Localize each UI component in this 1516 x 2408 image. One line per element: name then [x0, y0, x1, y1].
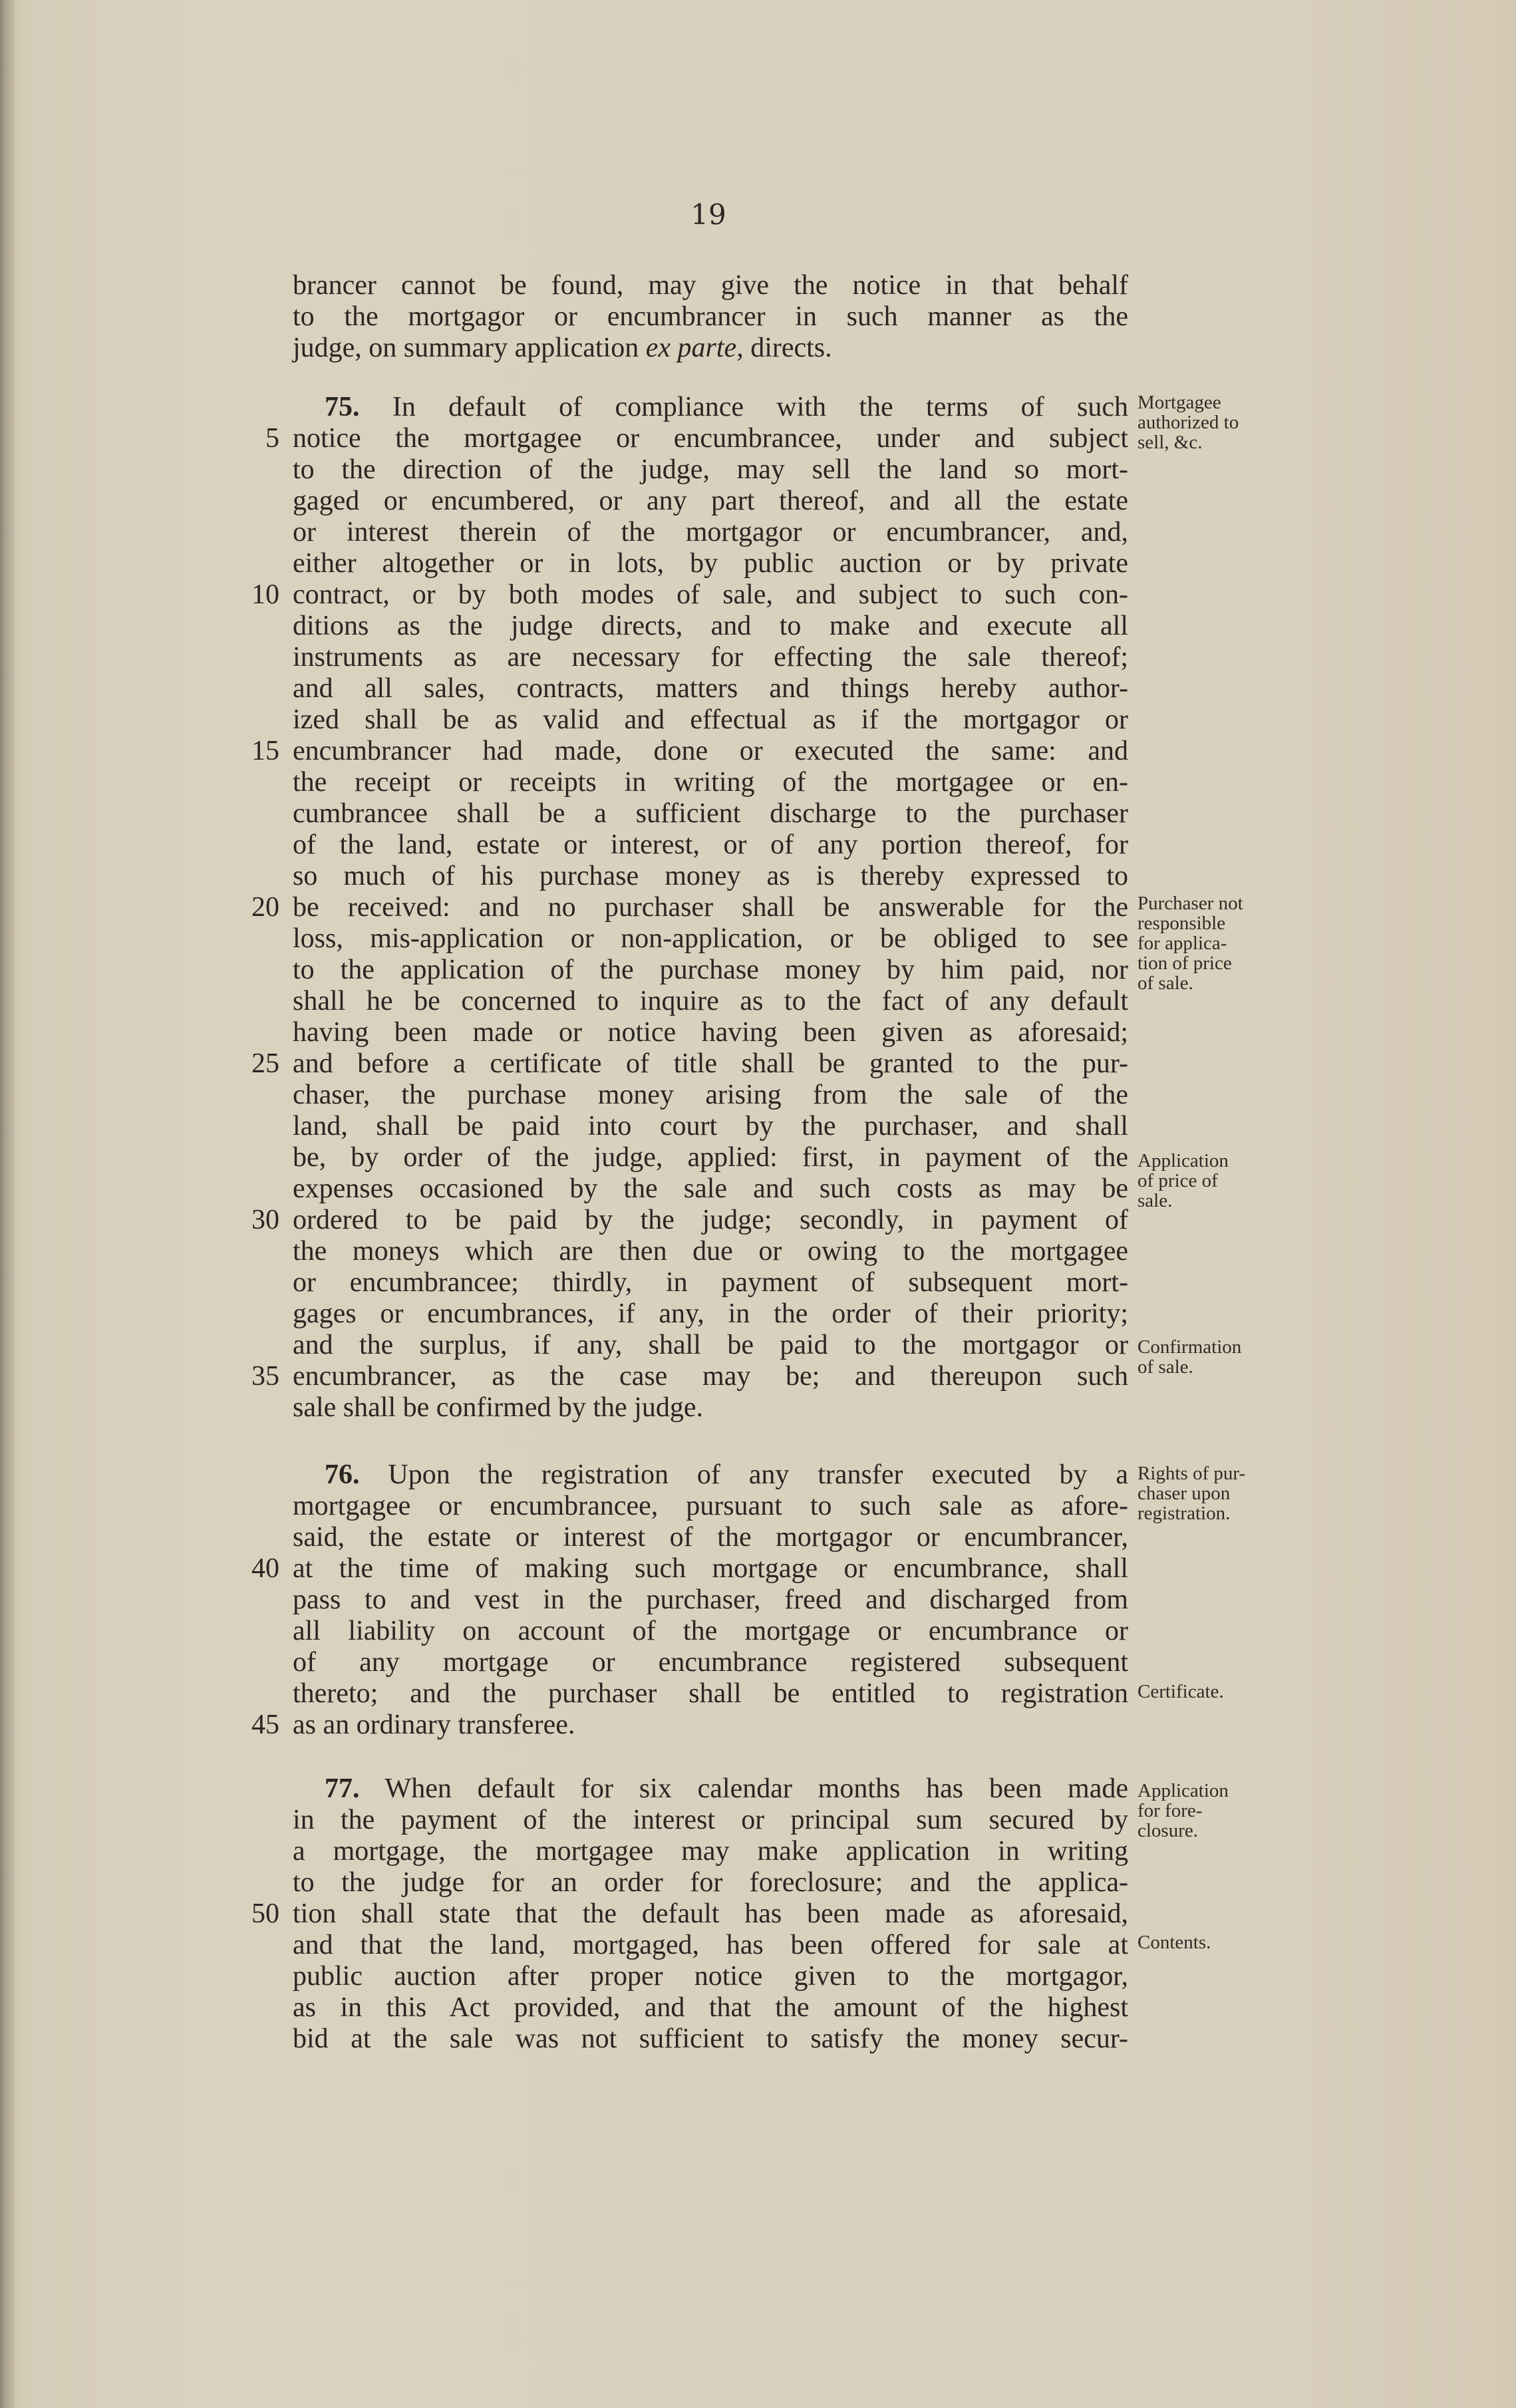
text-line: the receipt or receipts in writing of the mortgagee or en- [293, 767, 1128, 798]
text-line: shall he be concerned to inquire as to the fact of any default [293, 986, 1128, 1016]
binding-edge [0, 0, 15, 2408]
line-number: 10 [251, 579, 279, 610]
margin-note-line: sale. [1137, 1190, 1173, 1211]
margin-note [1137, 1337, 1290, 1377]
margin-note-line: responsible [1137, 913, 1226, 934]
margin-note-line: for fore- [1137, 1800, 1203, 1821]
text-line [293, 1773, 1128, 1805]
text-line: contract, or by both modes of sale, and subject to such con- [293, 579, 1128, 610]
margin-note-line: registration. [1137, 1503, 1231, 1524]
text-line: ditions as the judge directs, and to make and execute all [293, 611, 1128, 641]
text-line [293, 332, 1128, 364]
text-line: to the judge for an order for foreclosure; and the applica- [293, 1867, 1128, 1898]
text-line: land, shall be paid into court by the purchaser, and shall [293, 1111, 1128, 1141]
margin-note-line: chaser upon [1137, 1483, 1231, 1504]
text-line: chaser, the purchase money arising from the sale of the [293, 1080, 1128, 1110]
line-number: 40 [251, 1553, 279, 1584]
text-line: either altogether or in lots, by public auction or by private [293, 548, 1128, 579]
margin-note-line: Certificate. [1137, 1681, 1224, 1702]
text-line: to the application of the purchase money by him paid, nor [293, 955, 1128, 985]
margin-note-line: for applica- [1137, 933, 1227, 954]
text-line [293, 391, 1128, 423]
text-line: and that the land, mortgaged, has been offered for sale at [293, 1930, 1128, 1960]
text-line: thereto; and the purchaser shall be entitled to registration [293, 1678, 1128, 1709]
text-line: encumbrancer, as the case may be; and thereupon such [293, 1361, 1128, 1392]
margin-note-line: Purchaser not [1137, 893, 1243, 914]
text-line: public auction after proper notice given to the mortgagor, [293, 1961, 1128, 1992]
margin-note-line: Mortgagee [1137, 392, 1221, 413]
text-line: or encumbrancee; thirdly, in payment of subsequent mort- [293, 1267, 1128, 1298]
text-line: bid at the sale was not sufficient to satisfy the money secur- [293, 2024, 1128, 2054]
margin-note [1137, 893, 1290, 993]
margin-note-line: Rights of pur- [1137, 1463, 1246, 1484]
text-line: brancer cannot be found, may give the notice in that behalf [293, 270, 1128, 301]
text-line: sale shall be confirmed by the judge. [293, 1392, 703, 1423]
text-line: of any mortgage or encumbrance registered subsequent [293, 1647, 1128, 1678]
text-line: be, by order of the judge, applied: first, in payment of the [293, 1142, 1128, 1173]
text-line: as in this Act provided, and that the amount of the highest [293, 1992, 1128, 2023]
margin-note [1137, 1781, 1290, 1841]
text-line: and before a certificate of title shall be granted to the pur- [293, 1048, 1128, 1079]
margin-note [1137, 1151, 1290, 1211]
line-number: 45 [251, 1710, 279, 1740]
text-line: to the mortgagor or encumbrancer in such manner as the [293, 301, 1128, 332]
line-number: 5 [265, 423, 279, 454]
margin-note-line: Contents. [1137, 1932, 1211, 1953]
text-line: cumbrancee shall be a sufficient discharge to the purchaser [293, 798, 1128, 829]
text-line: be received: and no purchaser shall be answerable for the [293, 892, 1128, 923]
text-line: or interest therein of the mortgagor or encumbrancer, and, [293, 517, 1128, 547]
margin-note [1137, 392, 1290, 452]
line-number: 25 [251, 1048, 279, 1079]
margin-note [1137, 1932, 1290, 1952]
text-line: a mortgage, the mortgagee may make application in writing [293, 1836, 1128, 1867]
text-run: judge, on summary application [293, 333, 646, 363]
text-line: instruments as are necessary for effecting the sale thereof; [293, 642, 1128, 673]
text-line: in the payment of the interest or principal sum secured by [293, 1805, 1128, 1835]
text-line: all liability on account of the mortgage or encumbrance or [293, 1616, 1128, 1646]
text-line: said, the estate or interest of the mortgagor or encumbrancer, [293, 1522, 1128, 1553]
page-number: 19 [690, 198, 726, 231]
margin-note-line: Application [1137, 1780, 1229, 1801]
text-line [293, 1459, 1128, 1491]
text-line: as an ordinary transferee. [293, 1710, 575, 1740]
text-line: loss, mis-application or non-application, or be obliged to see [293, 923, 1128, 954]
text-line: the moneys which are then due or owing to the mortgagee [293, 1236, 1128, 1267]
section-text: In default of compliance with the terms of such [359, 392, 1128, 422]
margin-note-line: authorized to [1137, 412, 1239, 433]
text-line: ordered to be paid by the judge; secondly, in payment of [293, 1205, 1128, 1235]
text-line: of the land, estate or interest, or of any portion thereof, for [293, 829, 1128, 860]
section-text: When default for six calendar months has been made [359, 1773, 1128, 1804]
text-line: mortgagee or encumbrancee, pursuant to such sale as afore- [293, 1491, 1128, 1521]
text-line: at the time of making such mortgage or encumbrance, shall [293, 1553, 1128, 1584]
margin-note-line: closure. [1137, 1820, 1198, 1841]
italic-term: ex parte [645, 333, 737, 363]
section-number: 76. [325, 1459, 360, 1490]
margin-note-line: sell, &c. [1137, 432, 1203, 453]
section-number: 77. [325, 1773, 360, 1804]
margin-note-line: of price of [1137, 1170, 1218, 1191]
text-line: ized shall be as valid and effectual as if the mortgagor or [293, 704, 1128, 735]
text-line: and the surplus, if any, shall be paid to the mortgagor or [293, 1330, 1128, 1360]
line-number: 30 [251, 1205, 279, 1235]
line-number: 20 [251, 892, 279, 923]
line-number: 15 [251, 736, 279, 766]
line-number: 50 [251, 1898, 279, 1929]
line-number: 35 [251, 1361, 279, 1392]
text-line: gages or encumbrances, if any, in the order of their priority; [293, 1298, 1128, 1329]
section-text: Upon the registration of any transfer executed by a [359, 1459, 1128, 1490]
section-number: 75. [325, 392, 360, 422]
text-line: gaged or encumbered, or any part thereof, and all the estate [293, 486, 1128, 516]
text-run: , directs. [736, 333, 832, 363]
text-line: to the direction of the judge, may sell the land so mort- [293, 454, 1128, 485]
margin-note [1137, 1463, 1290, 1523]
margin-note-line: Confirmation [1137, 1336, 1242, 1358]
text-line: so much of his purchase money as is thereby expressed to [293, 861, 1128, 891]
text-line: notice the mortgagee or encumbrancee, under and subject [293, 423, 1128, 454]
margin-note [1137, 1682, 1290, 1702]
margin-note-line: tion of price [1137, 953, 1232, 974]
text-line: encumbrancer had made, done or executed the same: and [293, 736, 1128, 766]
text-line: expenses occasioned by the sale and such costs as may be [293, 1173, 1128, 1204]
margin-note-line: Application [1137, 1150, 1229, 1171]
text-line: and all sales, contracts, matters and things hereby author- [293, 673, 1128, 704]
margin-note-line: of sale. [1137, 1356, 1193, 1378]
text-line: having been made or notice having been given as aforesaid; [293, 1017, 1128, 1048]
margin-note-line: of sale. [1137, 973, 1193, 994]
text-line: pass to and vest in the purchaser, freed and discharged from [293, 1584, 1128, 1615]
text-line: tion shall state that the default has been made as aforesaid, [293, 1898, 1128, 1929]
